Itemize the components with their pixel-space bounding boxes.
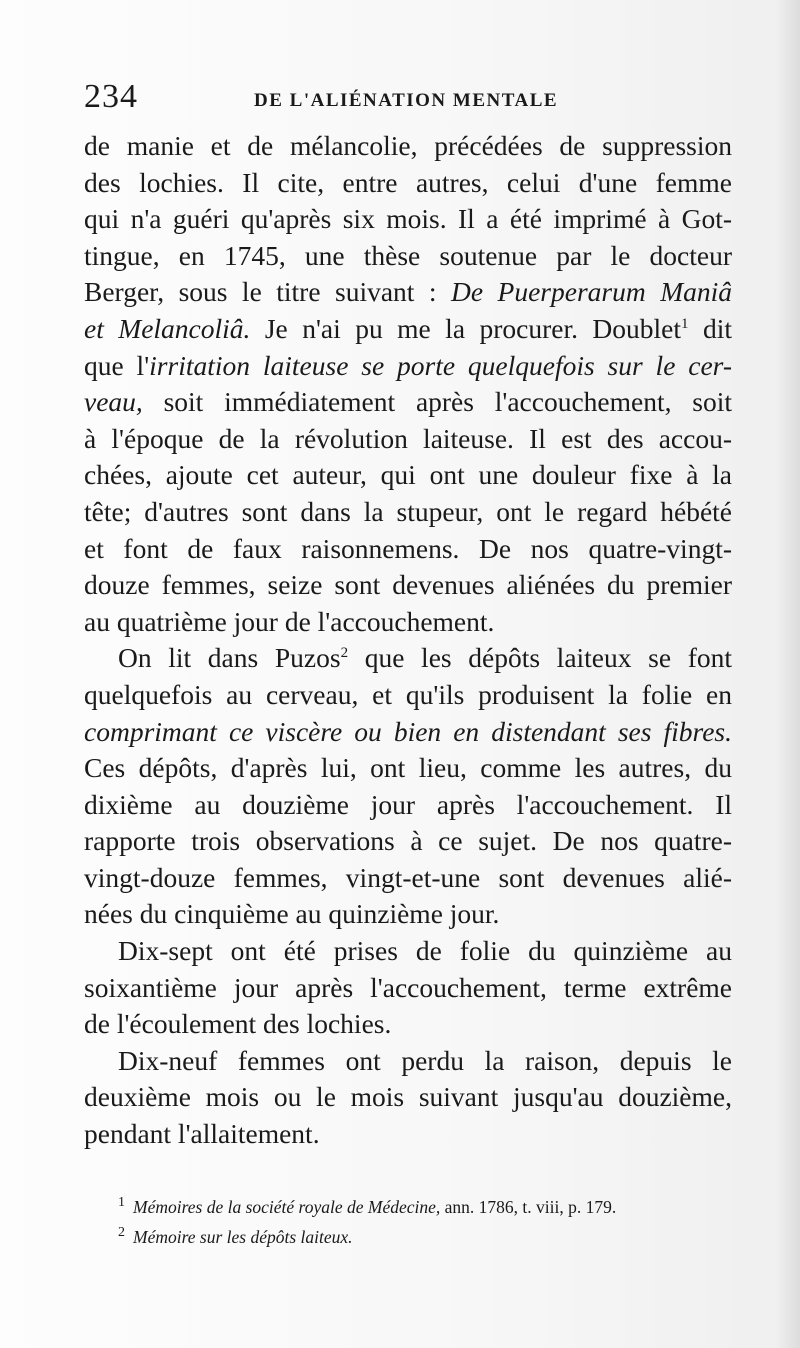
text-line: On lit dans Puzos$^2$ que les dépôts laiteux se font — [118, 642, 732, 674]
text-line: soixantième jour après l'accouchement, terme extrême — [84, 971, 732, 1003]
text-line: à l'époque de la révolution laiteuse. Il est des accou- — [84, 422, 732, 454]
text-line: au quatrième jour de l'accouchement. — [84, 605, 495, 637]
paragraph-1 — [84, 128, 732, 640]
text-line: douze femmes, seize sont devenues aliénées du premier — [84, 569, 732, 601]
text-line: et font de faux raisonnemens. De nos quatre-vingt- — [84, 532, 732, 564]
footnote-ref-2: 2 — [340, 645, 349, 662]
italic-quote: irritation laiteuse se porte quelquefois sur le cer- — [149, 349, 732, 381]
text-line: Dix-sept ont été prises de folie du quinzième au — [118, 935, 732, 967]
text-line: chées, ajoute cet auteur, qui ont une douleur fixe à la — [84, 459, 732, 491]
text-line: rapporte trois observations à ce sujet. De nos quatre- — [84, 825, 732, 857]
text-line: de l'écoulement des lochies. — [84, 1008, 392, 1040]
text-line: tingue, en 1745, une thèse soutenue par le docteur — [84, 239, 732, 271]
text-line: dixième au douzième jour après l'accouchement. Il — [84, 788, 732, 820]
footnote-ref-1: 1 — [681, 315, 689, 332]
footnote-2: $^2$ Mémoire sur les dépôts laiteux. — [118, 1225, 353, 1247]
paragraph-3 — [84, 933, 732, 1043]
footnote-mark: 1 — [118, 1195, 125, 1211]
text-line: et Melancoliâ. Je n'ai pu me la procurer. Doublet$^1$ dit — [84, 312, 732, 344]
text-line: nées du cinquième au quinzième jour. — [84, 898, 500, 930]
page-header — [84, 78, 734, 122]
text-line: pendant l'allaitement. — [84, 1118, 320, 1150]
text-line: quelquefois au cerveau, et qu'ils produisent la folie en — [84, 678, 732, 710]
italic-quote: comprimant ce viscère ou bien en distendant ses fibres. — [84, 715, 732, 747]
italic-title: De Puerperarum Maniâ — [451, 276, 732, 308]
text-line: deuxième mois ou le mois suivant jusqu'au douzième, — [84, 1081, 732, 1113]
text-line: des lochies. Il cite, entre autres, celui d'une femme — [84, 166, 732, 198]
italic-title: et Melancoliâ. — [84, 312, 251, 344]
italic-quote: veau, — [84, 386, 143, 418]
text-line: Berger, sous le titre suivant : De Puerperarum Maniâ — [84, 276, 732, 308]
text-line: qui n'a guéri qu'après six mois. Il a été imprimé à Got- — [84, 203, 732, 235]
running-head: DE L'ALIÉNATION MENTALE — [254, 90, 559, 111]
body-text — [84, 128, 732, 1153]
footnotes — [118, 1192, 758, 1252]
text-line: tête; d'autres sont dans la stupeur, ont le regard hébété — [84, 495, 732, 527]
footnote-1: $^1$ Mémoires de la société royale de Médecine, ann. 1786, t. viii, p. 179. — [118, 1195, 617, 1217]
page-number: 234 — [84, 78, 138, 115]
text-line: vingt-douze femmes, vingt-et-une sont devenues alié- — [84, 861, 732, 893]
text-line: Ces dépôts, d'après lui, ont lieu, comme les autres, du — [84, 752, 732, 784]
text-line: Dix-neuf femmes ont perdu la raison, depuis le — [118, 1044, 732, 1076]
paragraph-4 — [84, 1043, 732, 1153]
footnote-mark: 2 — [118, 1225, 125, 1241]
text-line: de manie et de mélancolie, précédées de suppression — [84, 130, 732, 161]
paragraph-2 — [84, 640, 732, 933]
page-edge-shadow — [776, 0, 800, 1348]
text-line: que l'irritation laiteuse se porte quelquefois sur le cer- — [84, 349, 732, 381]
text-line: veau, soit immédiatement après l'accouchement, soit — [84, 386, 732, 418]
